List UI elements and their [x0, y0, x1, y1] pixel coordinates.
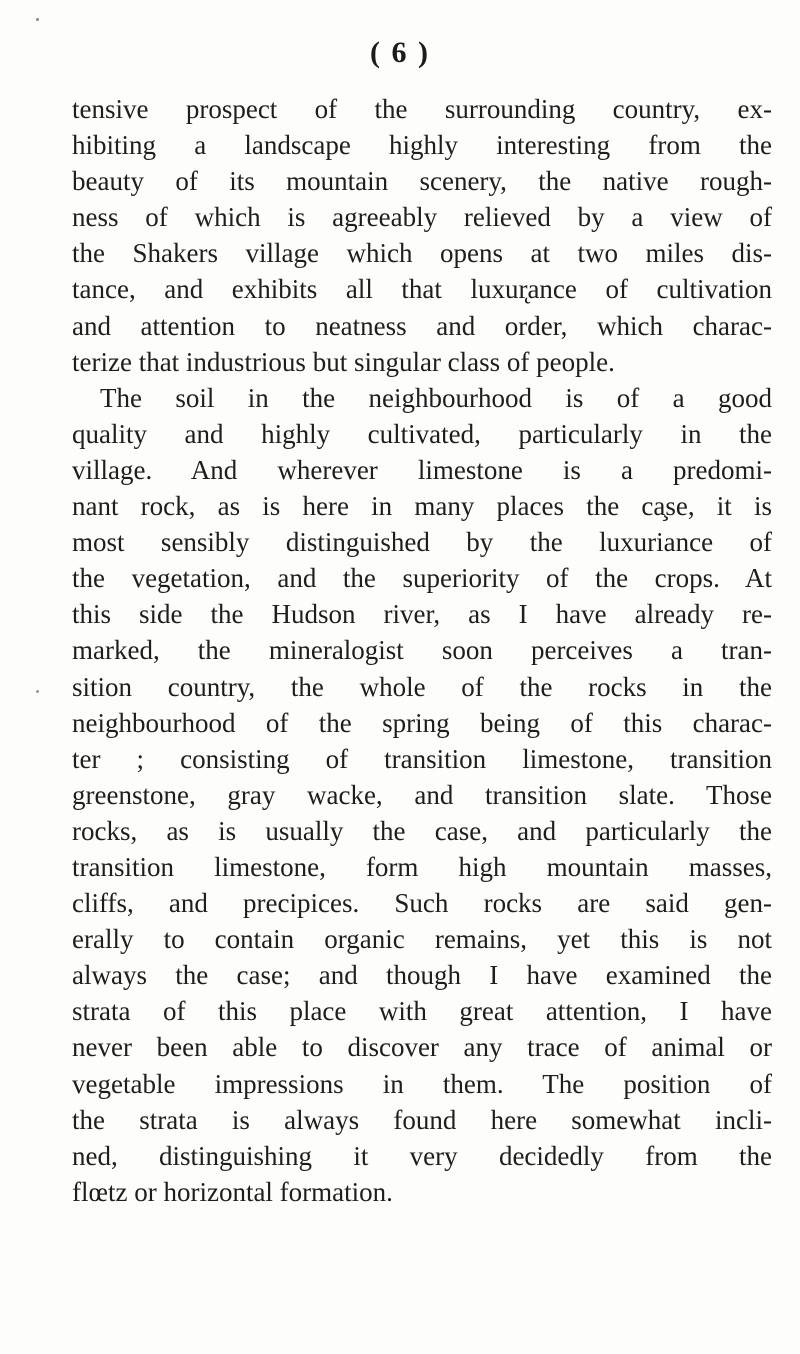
text-line: greenstone, gray wacke, and transition slate. Those — [72, 779, 772, 810]
text-line: the Shakers village which opens at two miles dis- — [72, 238, 772, 269]
text-line: tance, and exhibits all that luxur̨ance of cultivation — [72, 274, 772, 305]
text-line: the vegetation, and the superiority of the crops. At — [72, 563, 772, 594]
text-line: transition limestone, form high mountain masses, — [72, 851, 772, 882]
text-line: the strata is always found here somewhat incli- — [72, 1104, 772, 1135]
text-line: ter ; consisting of transition limestone, transition — [72, 743, 772, 774]
text-line: strata of this place with great attention, I have — [72, 996, 772, 1027]
page-speck — [36, 18, 39, 21]
text-line: most sensibly distinguished by the luxuriance of — [72, 527, 772, 558]
text-line: erally to contain organic remains, yet this is not — [72, 924, 772, 955]
text-line: terize that industrious but singular class of people. — [72, 346, 615, 377]
text-line: marked, the mineralogist soon perceives a tran- — [72, 635, 772, 666]
text-line: cliffs, and precipices. Such rocks are said gen- — [72, 888, 772, 919]
paragraph-start-line: The soil in the neighbourhood is of a good — [100, 382, 772, 413]
text-line: ned, distinguishing it very decidedly from the — [72, 1140, 772, 1171]
text-line: village. And wherever limestone is a predomi- — [72, 454, 772, 485]
text-line: vegetable impressions in them. The position of — [72, 1068, 772, 1099]
text-line: neighbourhood of the spring being of this charac- — [72, 707, 772, 738]
text-line: beauty of its mountain scenery, the native rough- — [72, 166, 772, 197]
page-number: ( 6 ) — [370, 36, 430, 69]
text-line: ness of which is agreeably relieved by a view of — [72, 202, 772, 233]
text-line: tensive prospect of the surrounding country, ex- — [72, 94, 772, 124]
text-line: hibiting a landscape highly interesting from the — [72, 130, 772, 161]
text-line: rocks, as is usually the case, and particularly the — [72, 815, 772, 846]
text-line: never been able to discover any trace of animal or — [72, 1032, 772, 1063]
text-line: flœtz or horizontal formation. — [72, 1176, 393, 1207]
text-line: and attention to neatness and order, which charac- — [72, 310, 772, 341]
text-line: always the case; and though I have examined the — [72, 960, 772, 991]
text-line: quality and highly cultivated, particularly in the — [72, 418, 772, 449]
text-line: sition country, the whole of the rocks in the — [72, 671, 772, 702]
text-line: nant rock, as is here in many places the ca̧se, it is — [72, 491, 772, 522]
body-text — [72, 91, 772, 1210]
text-line: this side the Hudson river, as I have already re- — [72, 599, 772, 630]
margin-speck — [36, 690, 39, 693]
